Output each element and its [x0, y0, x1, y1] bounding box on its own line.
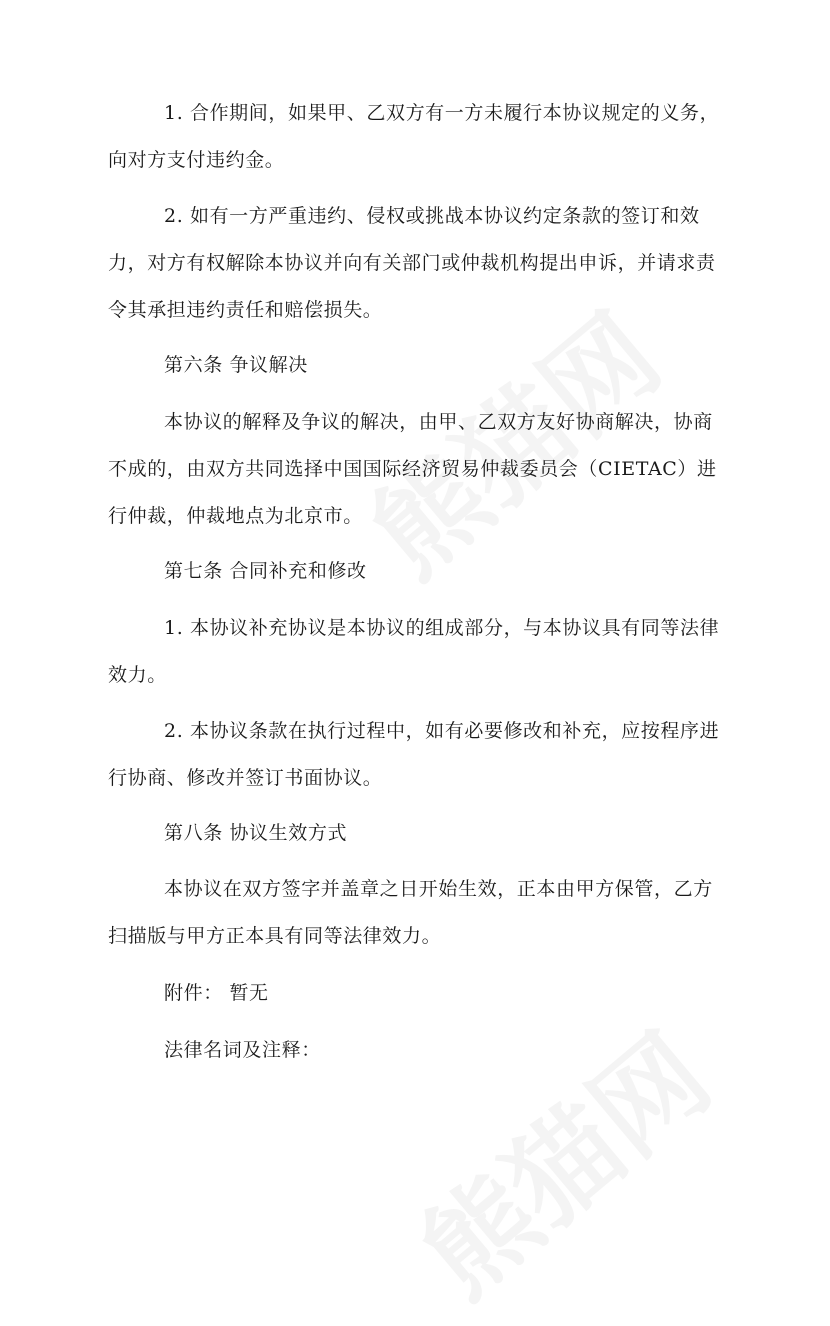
clause-7-1-paragraph: 1. 本协议补充协议是本协议的组成部分，与本协议具有同等法律效力。 — [108, 617, 720, 686]
attachment-line: 附件： 暂无 — [164, 982, 269, 1004]
clause-5-1-paragraph: 1. 合作期间，如果甲、乙双方有一方未履行本协议规定的义务，向对方支付违约金。 — [108, 102, 720, 171]
article-8-heading: 第八条 协议生效方式 — [164, 822, 348, 844]
article-6-heading: 第六条 争议解决 — [164, 354, 308, 376]
article-8-body-paragraph: 本协议在双方签字并盖章之日开始生效，正本由甲方保管，乙方扫描版与甲方正本具有同等法律效力。 — [108, 878, 713, 947]
clause-7-2-paragraph: 2. 本协议条款在执行过程中，如有必要修改和补充，应按程序进行协商、修改并签订书面协议。 — [108, 720, 720, 789]
article-6-body-paragraph: 本协议的解释及争议的解决，由甲、乙双方友好协商解决，协商不成的，由双方共同选择中国国际经济贸易仲裁委员会（CIETAC）进行仲裁，仲裁地点为北京市。 — [108, 411, 717, 527]
clause-5-2-paragraph: 2. 如有一方严重违约、侵权或挑战本协议约定条款的签订和效力，对方有权解除本协议并向有关部门或仲裁机构提出申诉，并请求责令其承担违约责任和赔偿损失。 — [108, 205, 716, 321]
legal-terms-heading: 法律名词及注释： — [164, 1039, 321, 1061]
article-7-heading: 第七条 合同补充和修改 — [164, 560, 367, 582]
